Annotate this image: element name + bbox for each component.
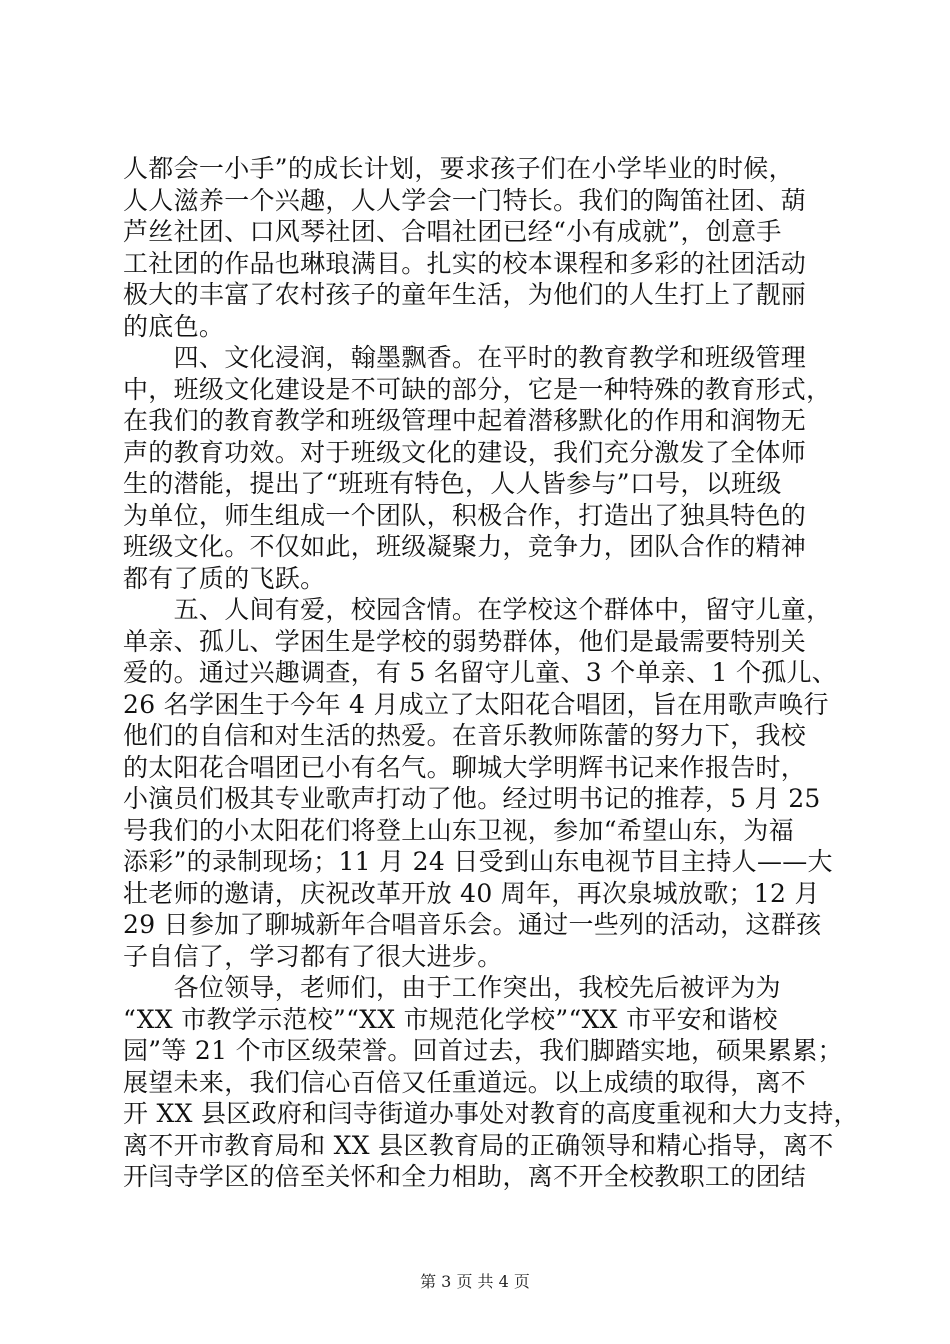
document-body	[123, 153, 859, 1193]
text-line: 的太阳花合唱团已小有名气。聊城大学明辉书记来作报告时，	[123, 752, 807, 782]
text-line: 极大的丰富了农村孩子的童年生活，为他们的人生打上了靓丽	[123, 280, 807, 309]
text-line: 人都会一小手”的成长计划，要求孩子们在小学毕业的时候，	[123, 154, 794, 183]
text-line: 26 名学困生于今年 4 月成立了太阳花合唱团，旨在用歌声唤行	[123, 689, 829, 719]
text-line: 爱的。通过兴趣调查，有 5 名留守儿童、3 个单亲、1 个孤儿、	[123, 658, 838, 687]
text-line: 29 日参加了聊城新年合唱音乐会。通过一些列的活动，这群孩	[123, 910, 822, 939]
text-line: 四、文化浸润，翰墨飘香。在平时的教育教学和班级管理	[123, 343, 807, 372]
text-line: 为单位，师生组成一个团队，积极合作，打造出了独具特色的	[123, 500, 807, 530]
text-line: 在我们的教育教学和班级管理中起着潜移默化的作用和润物无	[123, 406, 807, 435]
text-line: 各位领导，老师们，由于工作突出，我校先后被评为为	[123, 973, 781, 1002]
text-line: 展望未来，我们信心百倍又任重道远。以上成绩的取得，离不	[123, 1067, 807, 1097]
text-line: 号我们的小太阳花们将登上山东卫视，参加“希望山东，为福	[123, 815, 794, 845]
text-line: 离不开市教育局和 XX 县区教育局的正确领导和精心指导，离不	[123, 1130, 834, 1160]
text-line: 班级文化。不仅如此，班级凝聚力，竞争力，团队合作的精神	[123, 532, 807, 561]
text-line: 的底色。	[123, 311, 225, 341]
text-line: 单亲、孤儿、学困生是学校的弱势群体，他们是最需要特别关	[123, 626, 807, 656]
text-line: 声的教育功效。对于班级文化的建设，我们充分激发了全体师	[123, 437, 807, 467]
text-line: 中，班级文化建设是不可缺的部分，它是一种特殊的教育形式，	[123, 374, 832, 404]
text-line: 人人滋养一个兴趣，人人学会一门特长。我们的陶笛社团、葫	[123, 185, 807, 215]
text-line: 壮老师的邀请，庆祝改革开放 40 周年，再次泉城放歌；12 月	[123, 878, 820, 908]
text-line: 五、人间有爱，校园含情。在学校这个群体中，留守儿童，	[123, 595, 832, 624]
text-line: “XX 市教学示范校”“XX 市规范化学校”“XX 市平安和谐校	[123, 1004, 778, 1034]
text-line: 他们的自信和对生活的热爱。在音乐教师陈蕾的努力下，我校	[123, 721, 807, 750]
text-line: 工社团的作品也琳琅满目。扎实的校本课程和多彩的社团活动	[123, 248, 807, 278]
text-line: 小演员们极其专业歌声打动了他。经过明书记的推荐，5 月 25	[123, 784, 821, 813]
text-line: 子自信了，学习都有了很大进步。	[123, 941, 503, 971]
page-footer: 第 3 页 共 4 页	[420, 1272, 530, 1291]
text-line: 开 XX 县区政府和闫寺街道办事处对教育的高度重视和大力支持，	[123, 1099, 859, 1128]
text-line: 添彩”的录制现场；11 月 24 日受到山东电视节目主持人——大	[123, 847, 833, 876]
text-line: 芦丝社团、口风琴社团、合唱社团已经“小有成就”，创意手	[123, 217, 782, 246]
text-line: 开闫寺学区的倍至关怀和全力相助，离不开全校教职工的团结	[123, 1162, 807, 1191]
text-line: 园”等 21 个市区级荣誉。回首过去，我们脚踏实地，硕果累累；	[123, 1036, 843, 1065]
text-line: 都有了质的飞跃。	[123, 563, 326, 593]
text-line: 生的潜能，提出了“班班有特色，人人皆参与”口号，以班级	[123, 469, 782, 498]
